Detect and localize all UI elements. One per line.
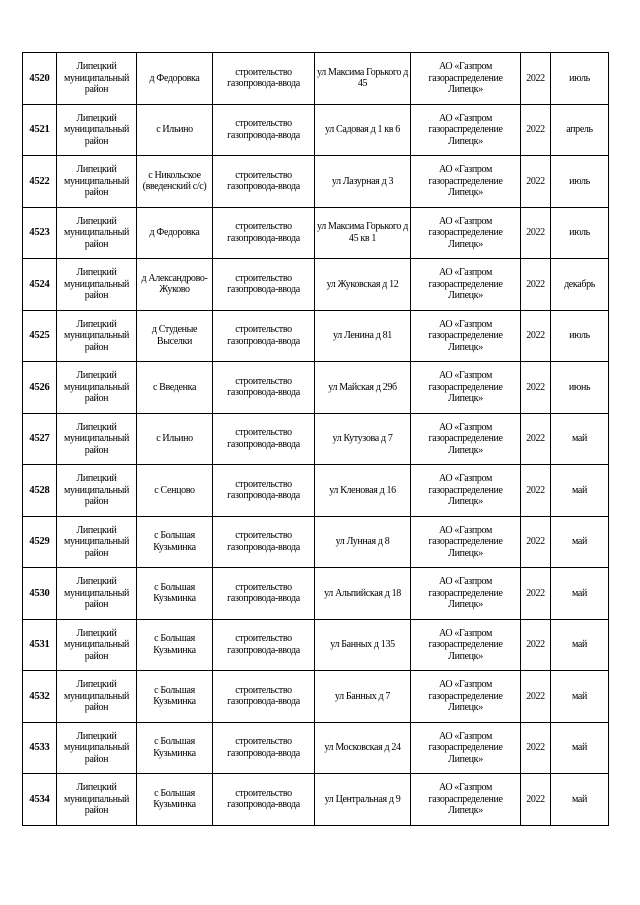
table-row [23, 104, 609, 156]
address-cell: ул Банных д 7 [315, 671, 411, 723]
record-number-cell: 4524 [23, 259, 57, 311]
district-cell: Липецкий муниципальный район [57, 774, 137, 826]
district-cell: Липецкий муниципальный район [57, 207, 137, 259]
month-cell: июль [551, 310, 609, 362]
year-cell: 2022 [521, 516, 551, 568]
year-cell: 2022 [521, 156, 551, 208]
table-row [23, 156, 609, 208]
organization-cell: АО «Газпром газораспределение Липецк» [411, 774, 521, 826]
district-cell: Липецкий муниципальный район [57, 568, 137, 620]
settlement-cell: д Александрово-Жуково [137, 259, 213, 311]
record-number-cell: 4527 [23, 413, 57, 465]
district-cell: Липецкий муниципальный район [57, 104, 137, 156]
year-cell: 2022 [521, 53, 551, 105]
organization-cell: АО «Газпром газораспределение Липецк» [411, 362, 521, 414]
table-row [23, 53, 609, 105]
settlement-cell: с Ильино [137, 104, 213, 156]
month-cell: май [551, 722, 609, 774]
record-number-cell: 4522 [23, 156, 57, 208]
record-number-cell: 4521 [23, 104, 57, 156]
table-row [23, 516, 609, 568]
record-number-cell: 4529 [23, 516, 57, 568]
settlement-cell: с Большая Кузьминка [137, 619, 213, 671]
record-number-cell: 4525 [23, 310, 57, 362]
address-cell: ул Банных д 135 [315, 619, 411, 671]
organization-cell: АО «Газпром газораспределение Липецк» [411, 568, 521, 620]
month-cell: май [551, 774, 609, 826]
work-type-cell: строительство газопровода-ввода [213, 362, 315, 414]
district-cell: Липецкий муниципальный район [57, 53, 137, 105]
settlement-cell: с Введенка [137, 362, 213, 414]
year-cell: 2022 [521, 722, 551, 774]
gas-pipeline-table [22, 52, 609, 826]
district-cell: Липецкий муниципальный район [57, 722, 137, 774]
work-type-cell: строительство газопровода-ввода [213, 413, 315, 465]
record-number-cell: 4534 [23, 774, 57, 826]
organization-cell: АО «Газпром газораспределение Липецк» [411, 207, 521, 259]
work-type-cell: строительство газопровода-ввода [213, 104, 315, 156]
work-type-cell: строительство газопровода-ввода [213, 722, 315, 774]
record-number-cell: 4526 [23, 362, 57, 414]
month-cell: декабрь [551, 259, 609, 311]
district-cell: Липецкий муниципальный район [57, 465, 137, 517]
table-row [23, 774, 609, 826]
table-row [23, 362, 609, 414]
organization-cell: АО «Газпром газораспределение Липецк» [411, 671, 521, 723]
year-cell: 2022 [521, 465, 551, 517]
settlement-cell: с Большая Кузьминка [137, 516, 213, 568]
address-cell: ул Альпийская д 18 [315, 568, 411, 620]
settlement-cell: д Федоровка [137, 207, 213, 259]
table-row [23, 722, 609, 774]
month-cell: май [551, 671, 609, 723]
table-body [23, 53, 609, 826]
year-cell: 2022 [521, 671, 551, 723]
year-cell: 2022 [521, 362, 551, 414]
address-cell: ул Жуковская д 12 [315, 259, 411, 311]
month-cell: май [551, 619, 609, 671]
address-cell: ул Ленина д 81 [315, 310, 411, 362]
month-cell: июнь [551, 362, 609, 414]
month-cell: май [551, 568, 609, 620]
address-cell: ул Московская д 24 [315, 722, 411, 774]
year-cell: 2022 [521, 310, 551, 362]
address-cell: ул Лазурная д 3 [315, 156, 411, 208]
district-cell: Липецкий муниципальный район [57, 619, 137, 671]
year-cell: 2022 [521, 619, 551, 671]
table-row [23, 259, 609, 311]
year-cell: 2022 [521, 104, 551, 156]
work-type-cell: строительство газопровода-ввода [213, 774, 315, 826]
district-cell: Липецкий муниципальный район [57, 413, 137, 465]
record-number-cell: 4530 [23, 568, 57, 620]
organization-cell: АО «Газпром газораспределение Липецк» [411, 722, 521, 774]
work-type-cell: строительство газопровода-ввода [213, 310, 315, 362]
work-type-cell: строительство газопровода-ввода [213, 671, 315, 723]
month-cell: май [551, 516, 609, 568]
organization-cell: АО «Газпром газораспределение Липецк» [411, 413, 521, 465]
settlement-cell: с Никольское (введенский с/с) [137, 156, 213, 208]
address-cell: ул Лунная д 8 [315, 516, 411, 568]
address-cell: ул Кленовая д 16 [315, 465, 411, 517]
record-number-cell: 4533 [23, 722, 57, 774]
address-cell: ул Максима Горького д 45 [315, 53, 411, 105]
settlement-cell: с Большая Кузьминка [137, 722, 213, 774]
month-cell: май [551, 465, 609, 517]
district-cell: Липецкий муниципальный район [57, 156, 137, 208]
month-cell: июль [551, 53, 609, 105]
month-cell: июль [551, 156, 609, 208]
address-cell: ул Максима Горького д 45 кв 1 [315, 207, 411, 259]
table-row [23, 310, 609, 362]
address-cell: ул Майская д 29б [315, 362, 411, 414]
organization-cell: АО «Газпром газораспределение Липецк» [411, 465, 521, 517]
settlement-cell: д Студеные Выселки [137, 310, 213, 362]
organization-cell: АО «Газпром газораспределение Липецк» [411, 310, 521, 362]
work-type-cell: строительство газопровода-ввода [213, 259, 315, 311]
table-row [23, 671, 609, 723]
work-type-cell: строительство газопровода-ввода [213, 568, 315, 620]
table-row [23, 568, 609, 620]
year-cell: 2022 [521, 259, 551, 311]
record-number-cell: 4520 [23, 53, 57, 105]
table-row [23, 619, 609, 671]
district-cell: Липецкий муниципальный район [57, 362, 137, 414]
table-row [23, 465, 609, 517]
year-cell: 2022 [521, 413, 551, 465]
month-cell: апрель [551, 104, 609, 156]
address-cell: ул Садовая д 1 кв 6 [315, 104, 411, 156]
month-cell: май [551, 413, 609, 465]
year-cell: 2022 [521, 207, 551, 259]
district-cell: Липецкий муниципальный район [57, 516, 137, 568]
record-number-cell: 4528 [23, 465, 57, 517]
district-cell: Липецкий муниципальный район [57, 259, 137, 311]
month-cell: июль [551, 207, 609, 259]
work-type-cell: строительство газопровода-ввода [213, 465, 315, 517]
table-row [23, 413, 609, 465]
settlement-cell: с Большая Кузьминка [137, 671, 213, 723]
table-row [23, 207, 609, 259]
work-type-cell: строительство газопровода-ввода [213, 516, 315, 568]
record-number-cell: 4523 [23, 207, 57, 259]
organization-cell: АО «Газпром газораспределение Липецк» [411, 156, 521, 208]
organization-cell: АО «Газпром газораспределение Липецк» [411, 104, 521, 156]
district-cell: Липецкий муниципальный район [57, 310, 137, 362]
record-number-cell: 4532 [23, 671, 57, 723]
organization-cell: АО «Газпром газораспределение Липецк» [411, 53, 521, 105]
district-cell: Липецкий муниципальный район [57, 671, 137, 723]
work-type-cell: строительство газопровода-ввода [213, 156, 315, 208]
settlement-cell: с Большая Кузьминка [137, 568, 213, 620]
settlement-cell: с Сенцово [137, 465, 213, 517]
work-type-cell: строительство газопровода-ввода [213, 53, 315, 105]
address-cell: ул Центральная д 9 [315, 774, 411, 826]
work-type-cell: строительство газопровода-ввода [213, 207, 315, 259]
organization-cell: АО «Газпром газораспределение Липецк» [411, 259, 521, 311]
organization-cell: АО «Газпром газораспределение Липецк» [411, 619, 521, 671]
record-number-cell: 4531 [23, 619, 57, 671]
work-type-cell: строительство газопровода-ввода [213, 619, 315, 671]
settlement-cell: д Федоровка [137, 53, 213, 105]
settlement-cell: с Ильино [137, 413, 213, 465]
address-cell: ул Кутузова д 7 [315, 413, 411, 465]
organization-cell: АО «Газпром газораспределение Липецк» [411, 516, 521, 568]
year-cell: 2022 [521, 774, 551, 826]
year-cell: 2022 [521, 568, 551, 620]
settlement-cell: с Большая Кузьминка [137, 774, 213, 826]
